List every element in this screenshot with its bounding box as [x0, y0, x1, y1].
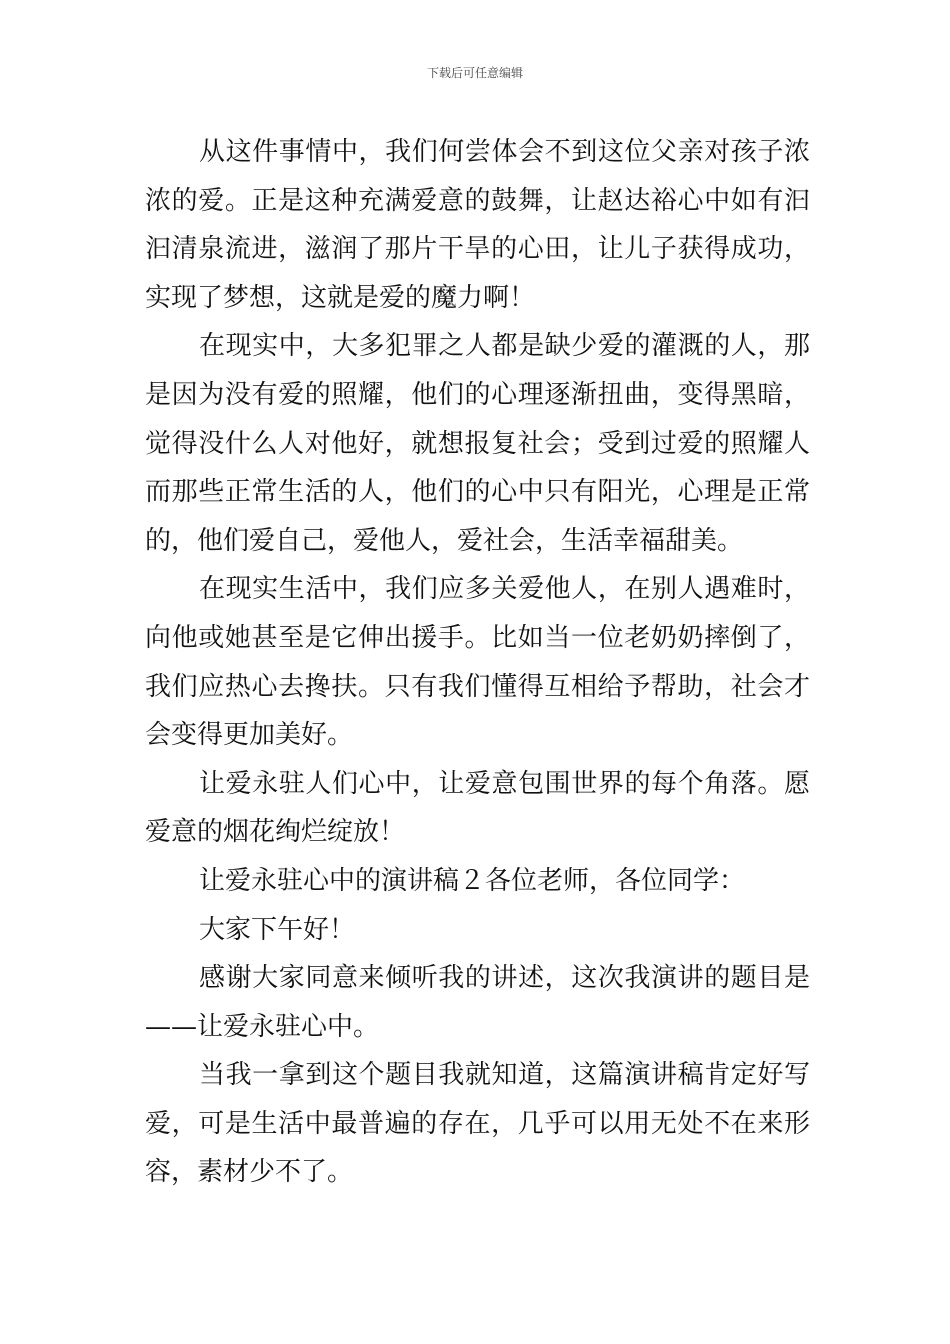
text-line: 会变得更加美好。 — [145, 720, 354, 751]
text-line: 觉得没什么人对他好，就想报复社会；受到过爱的照耀人 — [145, 428, 810, 459]
page-header: 下载后可任意编辑 — [426, 66, 523, 80]
text-line: 是因为没有爱的照耀，他们的心理逐渐扭曲，变得黑暗， — [145, 379, 810, 410]
text-line: 向他或她甚至是它伸出援手。比如当一位老奶奶摔倒了， — [145, 622, 810, 653]
text-line: 从这件事情中，我们何尝体会不到这位父亲对孩子浓 — [199, 137, 810, 167]
text-line: 让爱永驻心中的演讲稿２各位老师，各位同学： — [199, 865, 746, 896]
text-line: 而那些正常生活的人，他们的心中只有阳光，心理是正常 — [145, 477, 810, 508]
document-body — [145, 128, 810, 1197]
text-line: 爱，可是生活中最普遍的存在，几乎可以用无处不在来形 — [145, 1108, 810, 1139]
text-line: 感谢大家同意来倾听我的讲述，这次我演讲的题目是 — [199, 963, 810, 994]
text-line: ——让爱永驻心中。 — [145, 1011, 380, 1042]
text-line: 在现实中，大多犯罪之人都是缺少爱的灌溉的人，那 — [199, 331, 810, 362]
text-line: 在现实生活中，我们应多关爱他人，在别人遇难时， — [199, 574, 810, 605]
text-line: 让爱永驻人们心中，让爱意包围世界的每个角落。愿 — [199, 768, 810, 799]
text-line: 浓的爱。正是这种充满爱意的鼓舞，让赵达裕心中如有汩 — [145, 185, 810, 216]
text-line: 我们应热心去搀扶。只有我们懂得互相给予帮助，社会才 — [145, 671, 810, 702]
text-line: 大家下午好！ — [199, 914, 356, 945]
text-line: 容，素材少不了。 — [145, 1157, 354, 1188]
text-line: 的，他们爱自己，爱他人，爱社会，生活幸福甜美。 — [145, 525, 744, 556]
text-line: 汩清泉流进，滋润了那片干旱的心田，让儿子获得成功， — [145, 234, 810, 265]
text-line: 实现了梦想，这就是爱的魔力啊！ — [145, 282, 536, 313]
text-line: 当我一拿到这个题目我就知道，这篇演讲稿肯定好写 — [199, 1060, 810, 1091]
text-line: 爱意的烟花绚烂绽放！ — [145, 817, 406, 848]
